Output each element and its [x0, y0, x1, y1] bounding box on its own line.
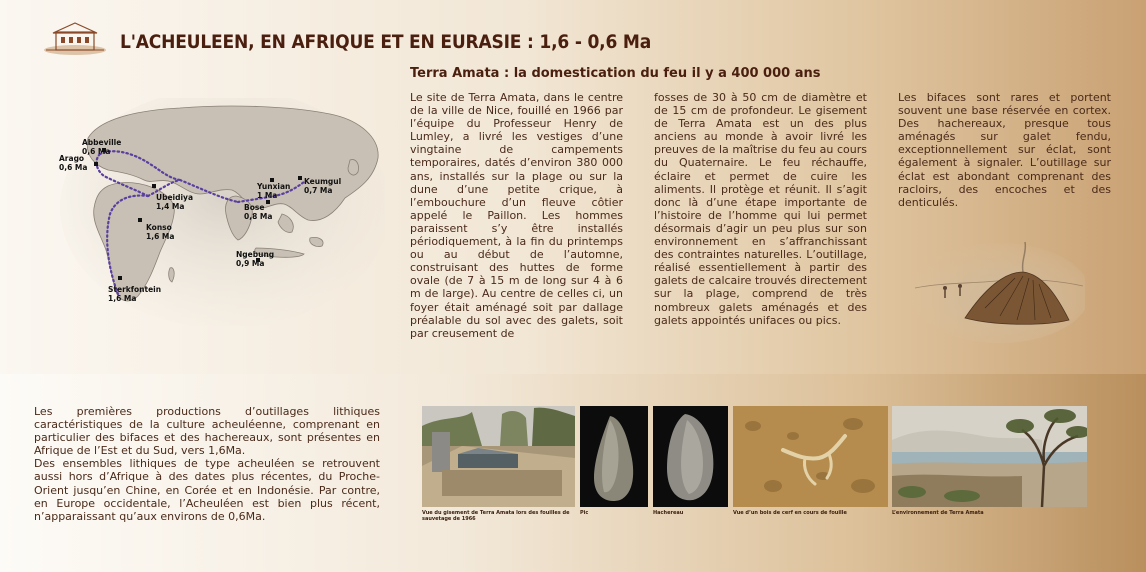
text-column-3: Les bifaces sont rares et portent souvent une base réservée en cortex. Des hachereaux, presque tous aménagés sur galet fendu, exceptionnellement sur éclat, sont également à signaler. L’outillage sur éclat est abondant comprenant des racloirs, des encoches et des denticulés.: [898, 91, 1111, 209]
hut-illustration: [905, 228, 1085, 343]
intro-text: [34, 405, 380, 523]
intro-paragraph-2: Des ensembles lithiques de type acheuléen se retrouvent aussi hors d’Afrique à des dates plus récentes, du Proche-Orient jusqu’en Chine, en Corée et en Indonésie. Par contre, en Europe occidentale, l’Acheuléen est bien plus récent, n’apparaissant qu’aux environs de 0,6Ma.: [34, 457, 380, 523]
site-label-konso: Konso 1,6 Ma: [146, 223, 175, 241]
photo-cleaver: [653, 406, 728, 507]
photo-pick-caption: Pic: [580, 510, 589, 516]
page-title: L'ACHEULEEN, EN AFRIQUE ET EN EURASIE : 1,6 - 0,6 Ma: [120, 31, 652, 53]
site-label-keumgul: Keumgul 0,7 Ma: [304, 177, 342, 195]
photo-antler: [733, 406, 888, 507]
site-label-arago: Arago 0,6 Ma: [59, 154, 88, 172]
site-label-bose: Bose 0,8 Ma: [244, 203, 273, 221]
photo-environment-caption: L’environnement de Terra Amata: [892, 510, 984, 516]
world-map: [60, 98, 385, 326]
photo-antler-caption: Vue d’un bois de cerf en cours de fouille: [733, 510, 847, 516]
site-label-ngebung: Ngebung 0,9 Ma: [236, 250, 275, 268]
museum-building-logo: [42, 20, 108, 56]
site-label-abbeville: Abbeville 0,6 Ma: [82, 138, 122, 156]
photo-environment: [892, 406, 1087, 507]
section-subtitle: Terra Amata : la domestication du feu il y a 400 000 ans: [410, 66, 821, 81]
photo-pick: [580, 406, 648, 507]
photo-excavation-caption: Vue du gisement de Terra Amata lors des fouilles de sauvetage de 1966: [422, 510, 570, 522]
photo-cleaver-caption: Hachereau: [653, 510, 684, 516]
photo-excavation: [422, 406, 575, 507]
text-column-2: fosses de 30 à 50 cm de diamètre et de 15 cm de profondeur. Le gisement de Terra Amata est un des plus anciens au monde à avoir livré les preuves de la maîtrise du feu au cours du Quaternaire. Le feu réchauffe, éclaire et permet de cuire les aliments. Il protège et réunit. Il s’agit donc là d’une étape importante de l’histoire de l’homme qui lui permet désormais d’agir un peu plus sur son environnement en s’affranchissant des contraintes naturelles. L’outillage, réalisé essentiellement à partir des galets de calcaire trouvés directement sur la plage, comprend de très nombreux galets aménagés et des galets appointés unifaces ou pics.: [654, 91, 867, 327]
intro-paragraph-1: Les premières productions d’outillages lithiques caractéristiques de la culture acheuléenne, comprenant en particulier des bifaces et des hachereaux, sont présentes en Afrique de l’Est et du Sud, vers 1,6Ma.: [34, 405, 380, 458]
site-label-ubeidiya: Ubeidiya 1,4 Ma: [156, 193, 194, 211]
site-label-yunxian: Yunxian 1 Ma: [257, 182, 291, 200]
site-label-sterkfontein: Sterkfontein 1,6 Ma: [108, 285, 162, 303]
text-column-1: Le site de Terra Amata, dans le centre de la ville de Nice, fouillé en 1966 par l’équipe du Professeur Henry de Lumley, a livré les vestiges d’une vingtaine de campements temporaires, datés d’environ 380 000 ans, installés sur la plage ou sur la dune d’une petite crique, à l’embouchure d’un fleuve côtier appelé le Paillon. Les hommes paraissent s’y être installés périodiquement, à la fin du printemps ou au début de l’automne, construisant des huttes de forme ovale (de 7 à 15 m de long sur 4 à 6 m de large). Au centre de celles ci, un foyer était aménagé soit par dallage préalable du sol avec des galets, soit par creusement de: [410, 91, 623, 340]
